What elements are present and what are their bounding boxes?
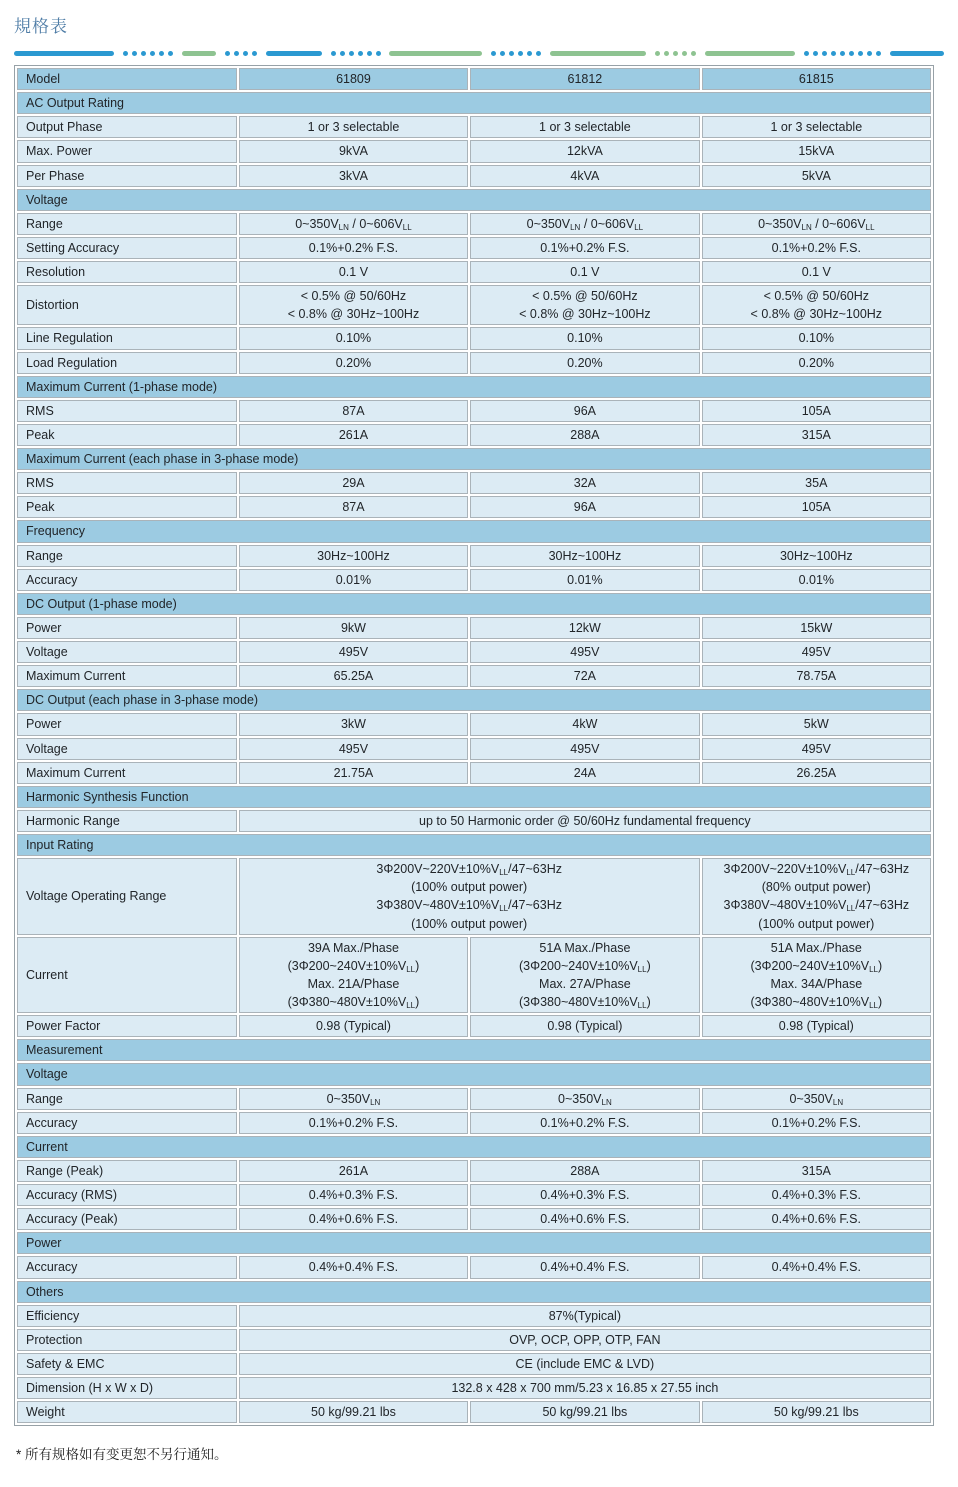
- spec-row: [17, 1305, 931, 1327]
- row-label: Range: [17, 213, 237, 235]
- model-row: [17, 68, 931, 90]
- section-row: [17, 520, 931, 542]
- spec-row: [17, 116, 931, 138]
- spec-value: 315A: [702, 1160, 931, 1182]
- row-label: Max. Power: [17, 140, 237, 162]
- spec-value: 0.01%: [239, 569, 468, 591]
- row-label: Distortion: [17, 285, 237, 325]
- spec-row: [17, 327, 931, 349]
- spec-value: < 0.5% @ 50/60Hz < 0.8% @ 30Hz~100Hz: [239, 285, 468, 325]
- separator-dot: [849, 51, 854, 56]
- separator-dot: [367, 51, 372, 56]
- separator-dot: [682, 51, 687, 56]
- spec-value: 24A: [470, 762, 699, 784]
- spec-row: [17, 665, 931, 687]
- spec-value: 0.4%+0.6% F.S.: [239, 1208, 468, 1230]
- section-label: Current: [17, 1136, 931, 1158]
- row-label: Accuracy (RMS): [17, 1184, 237, 1206]
- spec-row: [17, 617, 931, 639]
- spec-value: 51A Max./Phase $(3\Phi 200\sim 240V\pm 10\%V_{LL})$ Max. 27A/Phase $(3\Phi 380\sim 480V\pm 10\%V_{LL})$: [470, 937, 699, 1014]
- spec-value: $3\Phi 200V\sim 220V\pm 10\%V_{LL}/47\sim 63Hz$ (80% output power) $3\Phi 380V\sim 480V\pm 10\%V_{LL}/47\sim 63Hz$ (100% output power): [702, 858, 931, 935]
- spec-value: 96A: [470, 400, 699, 422]
- spec-value: 0.1%+0.2% F.S.: [239, 1112, 468, 1134]
- spec-value: 4kW: [470, 713, 699, 735]
- spec-row: [17, 937, 931, 1014]
- spec-value: 495V: [239, 641, 468, 663]
- spec-value: 0.98 (Typical): [239, 1015, 468, 1037]
- section-row: [17, 786, 931, 808]
- spec-value: 87A: [239, 496, 468, 518]
- spec-value: 87A: [239, 400, 468, 422]
- spec-value: 26.25A: [702, 762, 931, 784]
- model-number: 61809: [239, 68, 468, 90]
- spec-value: 315A: [702, 424, 931, 446]
- spec-value: 495V: [702, 738, 931, 760]
- separator-dot: [664, 51, 669, 56]
- row-label: Output Phase: [17, 116, 237, 138]
- section-label: Maximum Current (1-phase mode): [17, 376, 931, 398]
- row-label: RMS: [17, 400, 237, 422]
- row-label: Model: [17, 68, 237, 90]
- spec-value: 261A: [239, 424, 468, 446]
- spec-value: $3\Phi 200V\sim 220V\pm 10\%V_{LL}/47\sim 63Hz$ (100% output power) $3\Phi 380V\sim 480V\pm 10\%V_{LL}/47\sim 63Hz$ (100% output power): [239, 858, 700, 935]
- spec-row: [17, 641, 931, 663]
- spec-value: 3kVA: [239, 165, 468, 187]
- section-row: [17, 1281, 931, 1303]
- spec-value: 1 or 3 selectable: [470, 116, 699, 138]
- separator-line-segment: [389, 51, 482, 56]
- separator-dot: [141, 51, 146, 56]
- spec-row: [17, 1015, 931, 1037]
- spec-value: 29A: [239, 472, 468, 494]
- spec-value: 0.01%: [470, 569, 699, 591]
- spec-row: [17, 1184, 931, 1206]
- section-label: Harmonic Synthesis Function: [17, 786, 931, 808]
- section-label: Maximum Current (each phase in 3-phase mode): [17, 448, 931, 470]
- spec-value: 50 kg/99.21 lbs: [470, 1401, 699, 1423]
- row-label: Accuracy: [17, 1256, 237, 1278]
- spec-row: [17, 810, 931, 832]
- row-label: Accuracy (Peak): [17, 1208, 237, 1230]
- separator-dots-segment: [225, 51, 257, 56]
- spec-row: [17, 165, 931, 187]
- separator-dot: [822, 51, 827, 56]
- row-label: Accuracy: [17, 569, 237, 591]
- spec-value: 30Hz~100Hz: [470, 545, 699, 567]
- separator-dot: [225, 51, 230, 56]
- section-row: [17, 689, 931, 711]
- spec-value: $0\sim 350V_{LN}$: [239, 1088, 468, 1110]
- separator-line-segment: [266, 51, 322, 56]
- spec-value: 495V: [239, 738, 468, 760]
- spec-value: 0.4%+0.4% F.S.: [239, 1256, 468, 1278]
- section-label: DC Output (each phase in 3-phase mode): [17, 689, 931, 711]
- spec-row: [17, 496, 931, 518]
- row-label: Voltage: [17, 641, 237, 663]
- separator-dot: [243, 51, 248, 56]
- spec-value: $0\sim 350V_{LN}$: [702, 1088, 931, 1110]
- spec-value: 96A: [470, 496, 699, 518]
- spec-row: [17, 1160, 931, 1182]
- spec-value: 288A: [470, 424, 699, 446]
- spec-value: 0.4%+0.3% F.S.: [470, 1184, 699, 1206]
- row-label: Harmonic Range: [17, 810, 237, 832]
- spec-row: [17, 285, 931, 325]
- spec-value: 132.8 x 428 x 700 mm/5.23 x 16.85 x 27.55 inch: [239, 1377, 931, 1399]
- separator-dot: [673, 51, 678, 56]
- spec-value: CE (include EMC & LVD): [239, 1353, 931, 1375]
- spec-value: 65.25A: [239, 665, 468, 687]
- separator-dot: [813, 51, 818, 56]
- separator-dot: [831, 51, 836, 56]
- spec-value: 105A: [702, 496, 931, 518]
- section-row: [17, 448, 931, 470]
- row-label: Setting Accuracy: [17, 237, 237, 259]
- section-row: [17, 376, 931, 398]
- spec-row: [17, 140, 931, 162]
- spec-row: [17, 352, 931, 374]
- spec-value: 0.10%: [470, 327, 699, 349]
- separator-dot: [159, 51, 164, 56]
- spec-value: $0\sim 350V_{LN}$ / $0\sim 606V_{LL}$: [470, 213, 699, 235]
- spec-value: 261A: [239, 1160, 468, 1182]
- spec-value: 21.75A: [239, 762, 468, 784]
- model-number: 61812: [470, 68, 699, 90]
- spec-value: 15kW: [702, 617, 931, 639]
- spec-value: 4kVA: [470, 165, 699, 187]
- spec-value: 0.10%: [239, 327, 468, 349]
- row-label: Range: [17, 1088, 237, 1110]
- spec-table-container: [14, 65, 934, 1426]
- spec-row: [17, 738, 931, 760]
- spec-row: [17, 400, 931, 422]
- section-label: Frequency: [17, 520, 931, 542]
- separator-dot: [804, 51, 809, 56]
- spec-value: 5kVA: [702, 165, 931, 187]
- spec-value: < 0.5% @ 50/60Hz < 0.8% @ 30Hz~100Hz: [470, 285, 699, 325]
- spec-value: 87%(Typical): [239, 1305, 931, 1327]
- section-row: [17, 1039, 931, 1061]
- section-label: Voltage: [17, 189, 931, 211]
- separator-dot: [491, 51, 496, 56]
- spec-value: $0\sim 350V_{LN}$ / $0\sim 606V_{LL}$: [702, 213, 931, 235]
- spec-value: 12kVA: [470, 140, 699, 162]
- spec-value: 0.4%+0.4% F.S.: [702, 1256, 931, 1278]
- separator-dot: [252, 51, 257, 56]
- row-label: Efficiency: [17, 1305, 237, 1327]
- separator-dot: [123, 51, 128, 56]
- spec-value: 0.4%+0.3% F.S.: [702, 1184, 931, 1206]
- spec-value: 30Hz~100Hz: [239, 545, 468, 567]
- spec-value: 0.1 V: [470, 261, 699, 283]
- section-row: [17, 593, 931, 615]
- separator-dot: [518, 51, 523, 56]
- row-label: Resolution: [17, 261, 237, 283]
- spec-value: 0.20%: [702, 352, 931, 374]
- spec-row: [17, 213, 931, 235]
- separator-dot: [876, 51, 881, 56]
- spec-value: 5kW: [702, 713, 931, 735]
- spec-value: 30Hz~100Hz: [702, 545, 931, 567]
- spec-value: 15kVA: [702, 140, 931, 162]
- spec-value: 0.20%: [239, 352, 468, 374]
- spec-value: up to 50 Harmonic order @ 50/60Hz fundamental frequency: [239, 810, 931, 832]
- separator-dot: [331, 51, 336, 56]
- separator-line-segment: [550, 51, 646, 56]
- section-label: Power: [17, 1232, 931, 1254]
- row-label: Maximum Current: [17, 762, 237, 784]
- spec-row: [17, 569, 931, 591]
- section-row: [17, 1136, 931, 1158]
- spec-row: [17, 762, 931, 784]
- spec-value: 9kW: [239, 617, 468, 639]
- separator-dot: [132, 51, 137, 56]
- spec-table-body: [17, 68, 931, 1423]
- spec-value: 1 or 3 selectable: [702, 116, 931, 138]
- spec-row: [17, 545, 931, 567]
- page-title: 規格表: [14, 17, 68, 36]
- spec-value: 0.1%+0.2% F.S.: [702, 1112, 931, 1134]
- spec-row: [17, 1401, 931, 1423]
- spec-row: [17, 261, 931, 283]
- spec-value: $0\sim 350V_{LN}$ / $0\sim 606V_{LL}$: [239, 213, 468, 235]
- spec-value: 0.01%: [702, 569, 931, 591]
- separator-dot: [509, 51, 514, 56]
- row-label: Per Phase: [17, 165, 237, 187]
- row-label: Current: [17, 937, 237, 1014]
- spec-value: 495V: [470, 738, 699, 760]
- row-label: Load Regulation: [17, 352, 237, 374]
- separator-dots-segment: [804, 51, 881, 56]
- spec-value: 0.4%+0.6% F.S.: [702, 1208, 931, 1230]
- separator-dot: [536, 51, 541, 56]
- spec-value: 0.98 (Typical): [702, 1015, 931, 1037]
- separator-dots-segment: [491, 51, 541, 56]
- spec-value: 51A Max./Phase $(3\Phi 200\sim 240V\pm 10\%V_{LL})$ Max. 34A/Phase $(3\Phi 380\sim 480V\pm 10\%V_{LL})$: [702, 937, 931, 1014]
- spec-value: 32A: [470, 472, 699, 494]
- spec-value: 0.98 (Typical): [470, 1015, 699, 1037]
- row-label: Accuracy: [17, 1112, 237, 1134]
- spec-value: 3kW: [239, 713, 468, 735]
- row-label: Peak: [17, 424, 237, 446]
- spec-value: 39A Max./Phase $(3\Phi 200\sim 240V\pm 10\%V_{LL})$ Max. 21A/Phase $(3\Phi 380\sim 480V\pm 10\%V_{LL})$: [239, 937, 468, 1014]
- separator-dot: [840, 51, 845, 56]
- row-label: Voltage: [17, 738, 237, 760]
- spec-value: 288A: [470, 1160, 699, 1182]
- spec-row: [17, 1256, 931, 1278]
- separator-dot: [234, 51, 239, 56]
- separator-line-segment: [705, 51, 795, 56]
- decorative-separator: [14, 50, 944, 56]
- row-label: Range (Peak): [17, 1160, 237, 1182]
- separator-dot: [500, 51, 505, 56]
- spec-row: [17, 858, 931, 935]
- separator-dot: [867, 51, 872, 56]
- section-label: AC Output Rating: [17, 92, 931, 114]
- row-label: Weight: [17, 1401, 237, 1423]
- row-label: Power: [17, 713, 237, 735]
- spec-row: [17, 1208, 931, 1230]
- row-label: Range: [17, 545, 237, 567]
- section-row: [17, 189, 931, 211]
- section-label: Measurement: [17, 1039, 931, 1061]
- separator-dots-segment: [331, 51, 381, 56]
- section-row: [17, 1063, 931, 1085]
- spec-value: 1 or 3 selectable: [239, 116, 468, 138]
- section-label: Input Rating: [17, 834, 931, 856]
- section-label: Voltage: [17, 1063, 931, 1085]
- separator-line-segment: [890, 51, 944, 56]
- separator-dot: [168, 51, 173, 56]
- spec-table: [15, 66, 933, 1425]
- row-label: Power Factor: [17, 1015, 237, 1037]
- spec-value: 0.1%+0.2% F.S.: [470, 1112, 699, 1134]
- spec-value: 0.4%+0.4% F.S.: [470, 1256, 699, 1278]
- row-label: Protection: [17, 1329, 237, 1351]
- spec-value: 12kW: [470, 617, 699, 639]
- spec-value: 495V: [702, 641, 931, 663]
- spec-value: 0.1 V: [239, 261, 468, 283]
- spec-value: 0.4%+0.3% F.S.: [239, 1184, 468, 1206]
- separator-dot: [527, 51, 532, 56]
- spec-row: [17, 713, 931, 735]
- row-label: Safety & EMC: [17, 1353, 237, 1375]
- row-label: Maximum Current: [17, 665, 237, 687]
- row-label: Voltage Operating Range: [17, 858, 237, 935]
- separator-dots-segment: [123, 51, 173, 56]
- section-label: DC Output (1-phase mode): [17, 593, 931, 615]
- spec-value: 0.1 V: [702, 261, 931, 283]
- row-label: Peak: [17, 496, 237, 518]
- spec-value: < 0.5% @ 50/60Hz < 0.8% @ 30Hz~100Hz: [702, 285, 931, 325]
- spec-row: [17, 1112, 931, 1134]
- spec-value: 78.75A: [702, 665, 931, 687]
- spec-value: OVP, OCP, OPP, OTP, FAN: [239, 1329, 931, 1351]
- spec-value: 0.1%+0.2% F.S.: [702, 237, 931, 259]
- spec-value: 0.20%: [470, 352, 699, 374]
- row-label: Line Regulation: [17, 327, 237, 349]
- separator-dot: [655, 51, 660, 56]
- spec-row: [17, 1353, 931, 1375]
- spec-value: 105A: [702, 400, 931, 422]
- separator-line-segment: [14, 51, 114, 56]
- spec-row: [17, 472, 931, 494]
- spec-value: 35A: [702, 472, 931, 494]
- spec-row: [17, 1329, 931, 1351]
- spec-value: 0.10%: [702, 327, 931, 349]
- separator-dot: [150, 51, 155, 56]
- spec-value: $0\sim 350V_{LN}$: [470, 1088, 699, 1110]
- model-number: 61815: [702, 68, 931, 90]
- row-label: RMS: [17, 472, 237, 494]
- row-label: Power: [17, 617, 237, 639]
- spec-value: 72A: [470, 665, 699, 687]
- separator-dot: [340, 51, 345, 56]
- separator-line-segment: [182, 51, 216, 56]
- section-row: [17, 1232, 931, 1254]
- spec-value: 0.1%+0.2% F.S.: [470, 237, 699, 259]
- spec-row: [17, 424, 931, 446]
- spec-row: [17, 1088, 931, 1110]
- spec-value: 9kVA: [239, 140, 468, 162]
- separator-dot: [858, 51, 863, 56]
- spec-row: [17, 237, 931, 259]
- separator-dots-segment: [655, 51, 696, 56]
- spec-row: [17, 1377, 931, 1399]
- separator-dot: [691, 51, 696, 56]
- separator-dot: [376, 51, 381, 56]
- spec-value: 50 kg/99.21 lbs: [702, 1401, 931, 1423]
- section-row: [17, 92, 931, 114]
- section-row: [17, 834, 931, 856]
- row-label: Dimension (H x W x D): [17, 1377, 237, 1399]
- footnote: * 所有规格如有变更恕不另行通知。: [16, 1447, 228, 1463]
- spec-value: 0.4%+0.6% F.S.: [470, 1208, 699, 1230]
- spec-value: 50 kg/99.21 lbs: [239, 1401, 468, 1423]
- separator-dot: [358, 51, 363, 56]
- spec-value: 495V: [470, 641, 699, 663]
- section-label: Others: [17, 1281, 931, 1303]
- separator-dot: [349, 51, 354, 56]
- spec-value: 0.1%+0.2% F.S.: [239, 237, 468, 259]
